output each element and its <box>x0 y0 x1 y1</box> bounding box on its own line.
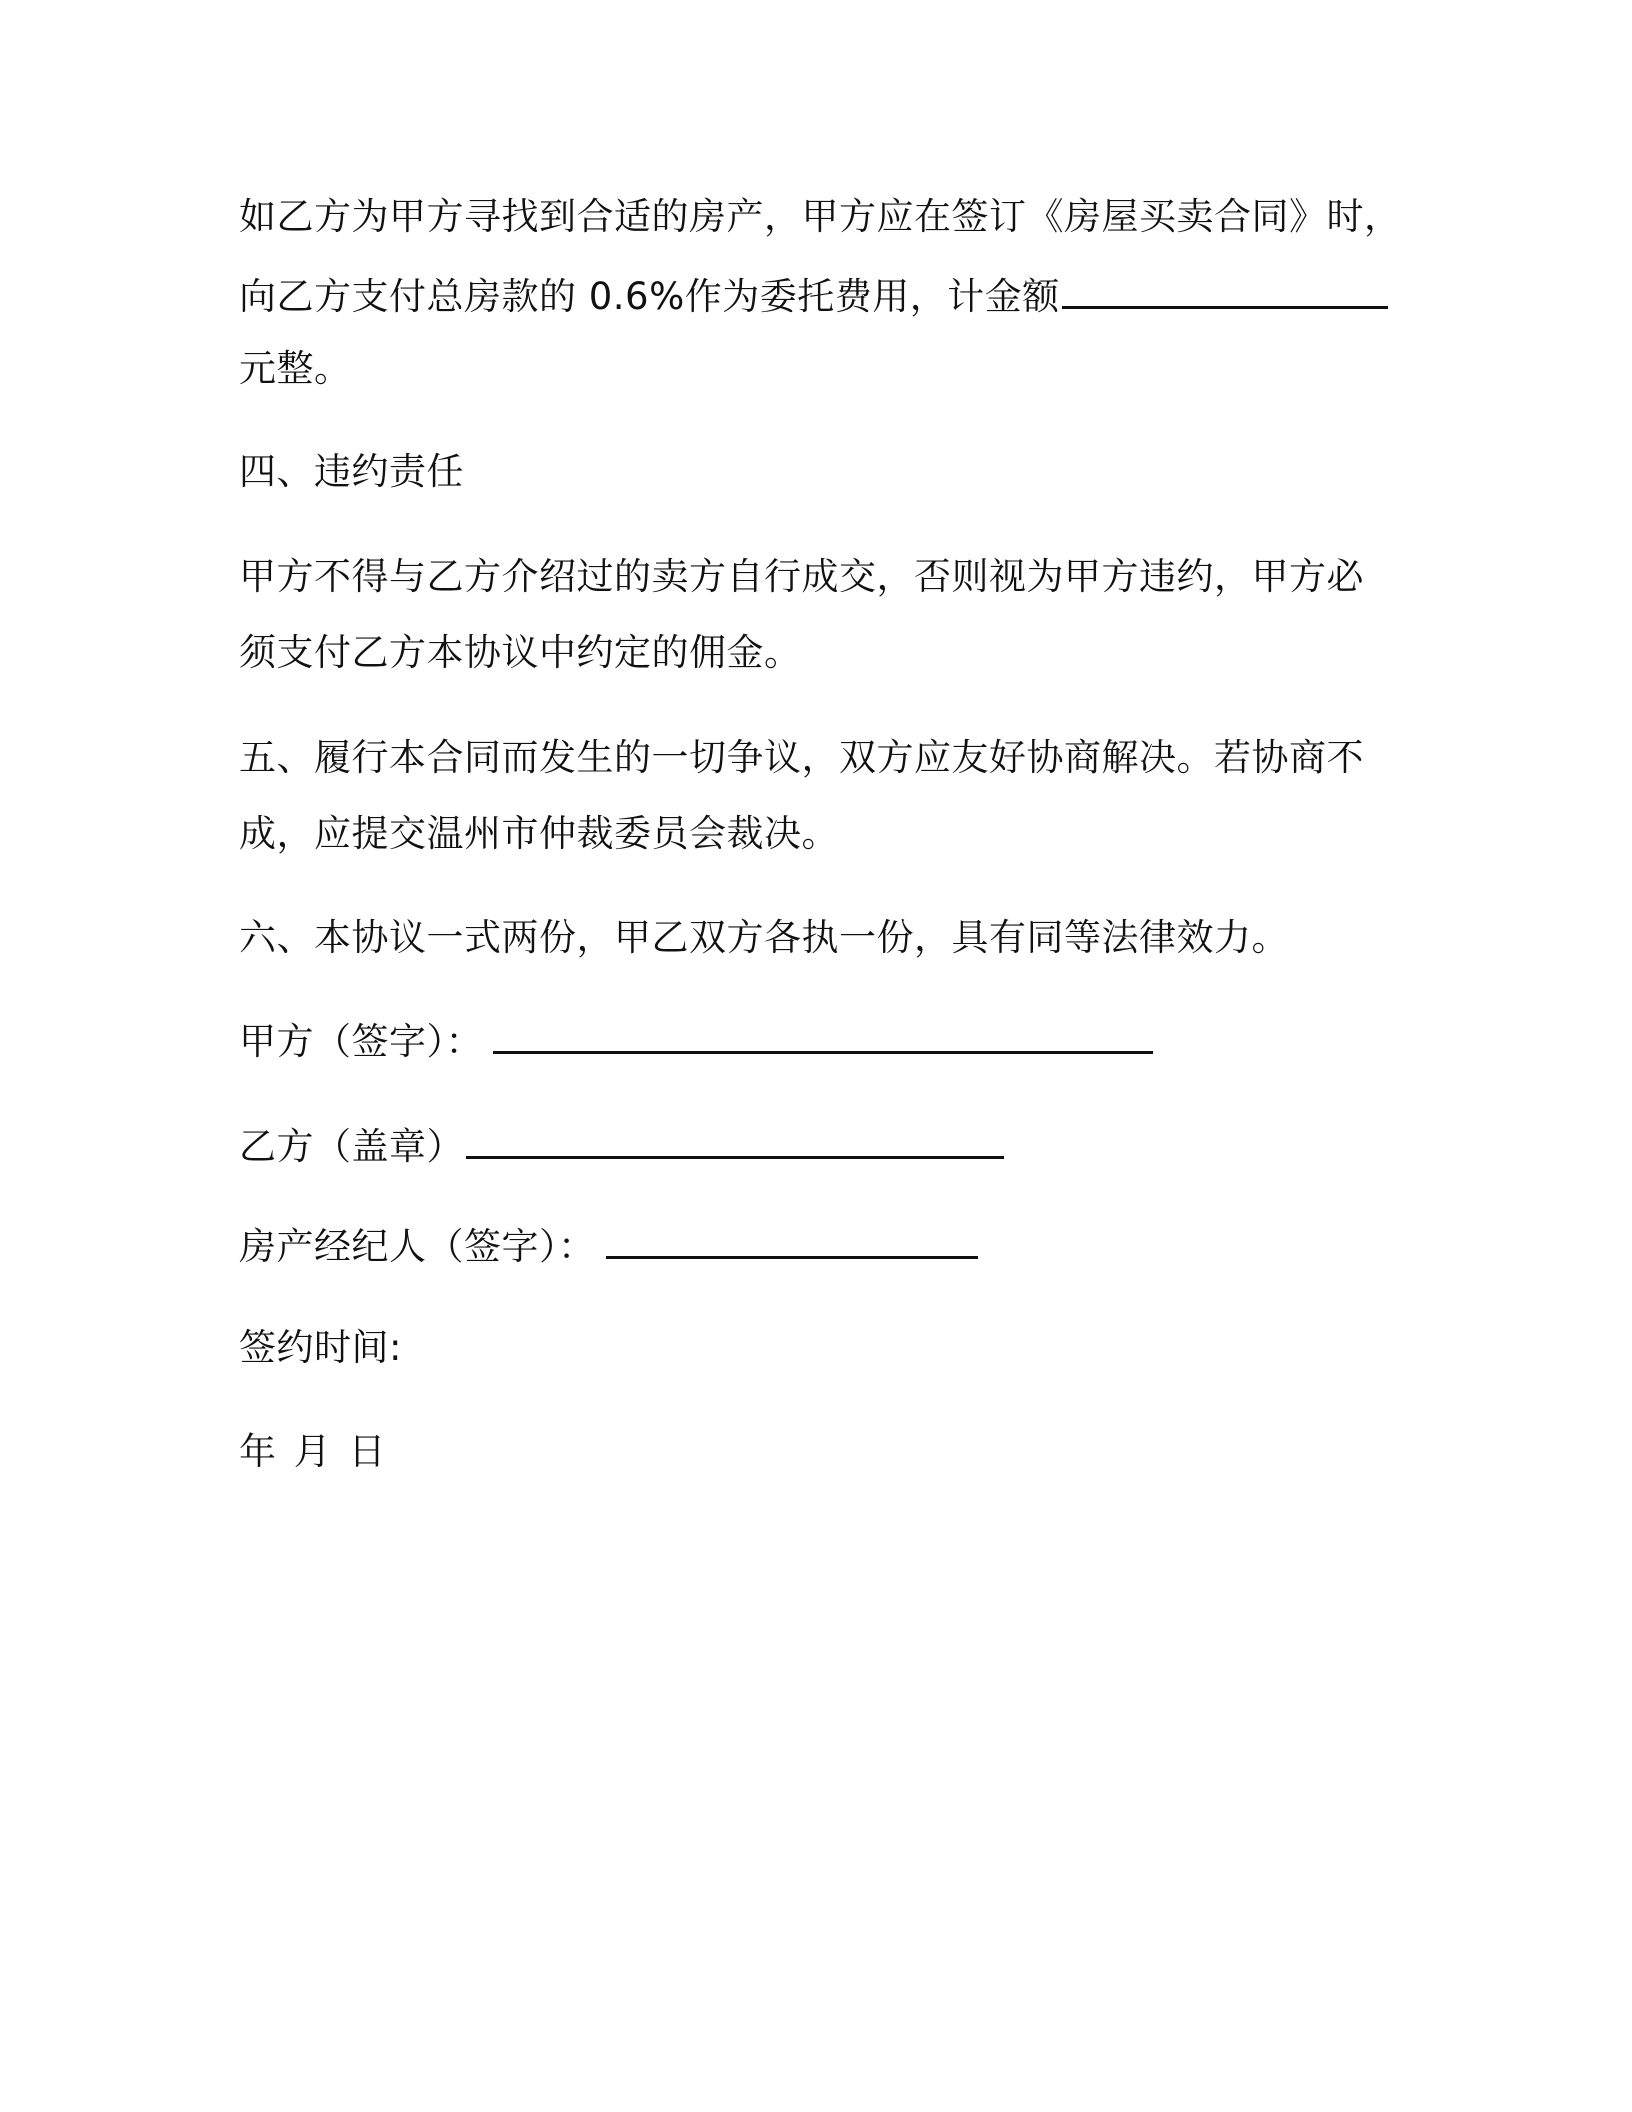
section-six-line-1: 六、本协议一式两份，甲乙双方各执一份，具有同等法律效力。 <box>239 916 1289 959</box>
party-a-label: 甲方（签字）： <box>239 1020 483 1063</box>
section-four-line-1: 甲方不得与乙方介绍过的卖方自行成交，否则视为甲方违约，甲方必 <box>239 555 1364 598</box>
agent-signature-row <box>239 1223 978 1271</box>
fee-amount-blank[interactable] <box>1062 276 1388 309</box>
party-a-signature-blank[interactable] <box>493 1021 1153 1054</box>
party-b-label: 乙方（盖章） <box>239 1125 464 1168</box>
agent-label: 房产经纪人（签字）： <box>239 1225 596 1268</box>
date-fields: 年 月 日 <box>239 1430 389 1473</box>
agent-signature-blank[interactable] <box>606 1226 978 1259</box>
fee-clause-line-1: 如乙方为甲方寻找到合适的房产，甲方应在签订《房屋买卖合同》时， <box>239 195 1402 238</box>
date-label: 签约时间: <box>239 1326 402 1369</box>
date-label-row <box>239 1324 402 1372</box>
section-five-line-2: 成，应提交温州市仲裁委员会裁决。 <box>239 812 839 855</box>
section-five-line-1: 五、履行本合同而发生的一切争议，双方应友好协商解决。若协商不 <box>239 736 1364 779</box>
section-four-line-2: 须支付乙方本协议中约定的佣金。 <box>239 631 802 674</box>
date-fill-row <box>239 1428 389 1476</box>
party-b-seal-blank[interactable] <box>466 1126 1004 1159</box>
section-four-heading: 四、违约责任 <box>239 450 464 493</box>
party-a-signature-row <box>239 1018 1153 1066</box>
party-b-signature-row <box>239 1123 1004 1171</box>
fee-clause-line-3: 元整。 <box>239 347 352 390</box>
fee-clause-line-2: 向乙方支付总房款的 0.6%作为委托费用，计金额 <box>239 273 1388 321</box>
